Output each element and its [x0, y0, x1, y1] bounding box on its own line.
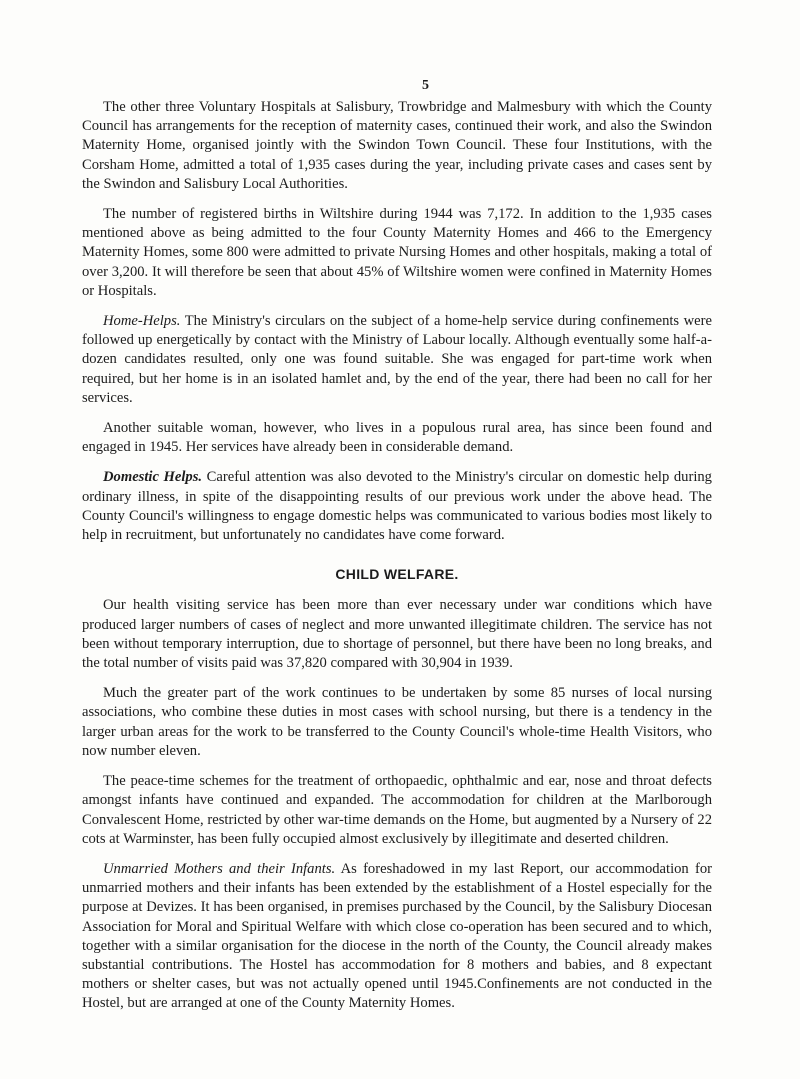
home-helps-lead: Home-Helps. — [103, 313, 181, 330]
page-number: 5 — [422, 78, 429, 93]
paragraph-home-helps — [82, 312, 712, 408]
section-heading-child-welfare: CHILD WELFARE. — [335, 566, 459, 583]
paragraph-voluntary-hospitals: The other three Voluntary Hospitals at Salisbury, Trowbridge and Malmesbury with which the County Council has arrangements for the reception of maternity cases, continued their work, and also the Swindon Maternity Home, organised jointly with the Swindon Town Council. These four Institutions, with the Corsham Home, admitted a total of 1,935 cases during the year, including private cases and cases sent by the Swindon and Salisbury Local Authorities. — [82, 99, 712, 192]
paragraph-health-visiting: Our health visiting service has been more than ever necessary under war conditions which have produced larger numbers of cases of neglect and more unwanted illegitimate children. The service has not been without temporary interruption, due to shortage of personnel, but there have been no long breaks, and the total number of visits paid was 37,820 compared with 30,904 in 1939. — [82, 597, 712, 672]
document-body — [82, 98, 712, 1025]
paragraph-registered-births: The number of registered births in Wiltshire during 1944 was 7,172. In addition to the 1,935 cases mentioned above as being admitted to the four County Maternity Homes and 466 to the Emergency Maternity Homes, some 800 were admitted to private Nursing Homes and other hospitals, making a total of over 3,200. It will therefore be seen that about 45% of Wiltshire women were confined in Maternity Homes or Hospitals. — [82, 206, 712, 299]
paragraph-unmarried-mothers — [82, 860, 712, 1014]
domestic-helps-text: Careful attention was also devoted to the Ministry's circular on domestic help during ordinary illness, in spite of the disappointing results of our previous work under the above head. The County Council's willingness to engage domestic helps was communicated to various bodies most likely to help in recruitment, but unfortunately no candidates have come forward. — [82, 469, 712, 544]
paragraph-home-helps-followup: Another suitable woman, however, who lives in a populous rural area, has since been found and engaged in 1945. Her services have already been in considerable demand. — [82, 420, 712, 456]
home-helps-text: The Ministry's circulars on the subject of a home-help service during confinements were followed up energetically by contact with the Ministry of Labour locally. Although eventually some half-a-dozen candidates resulted, only one was found suitable. She was engaged for part-time work when required, but her home is in an isolated hamlet and, by the end of the year, there had been no call for her services. — [82, 313, 712, 406]
unmarried-mothers-lead: Unmarried Mothers and their Infants. — [103, 860, 336, 877]
unmarried-mothers-text: As foreshadowed in my last Report, our accommodation for unmarried mothers and their infants has been extended by the establishment of a Hostel especially for the purpose at Devizes. It has been organised, in premises purchased by the Council, by the Salisbury Diocesan Association for Moral and Spiritual Welfare with which close co-operation has been secured and to which, together with a similar organisation for the diocese in the north of the County, the Council already makes substantial contributions. The Hostel has accommodation for 8 mothers and babies, and 8 expectant mothers or shelter cases, but was not actually opened until 1945.Confinements are not conducted in the Hostel, but are arranged at one of the County Maternity Homes. — [82, 860, 712, 1012]
paragraph-peace-time-schemes: The peace-time schemes for the treatment of orthopaedic, ophthalmic and ear, nose and throat defects amongst infants have continued and expanded. The accommodation for children at the Marlborough Convalescent Home, restricted by other war-time demands on the Home, but augmented by a Nursery of 22 cots at Warminster, has been fully occupied almost exclusively by illegitimate and deserted children. — [82, 773, 712, 847]
domestic-helps-lead: Domestic Helps. — [103, 469, 203, 486]
paragraph-domestic-helps — [82, 468, 712, 545]
paragraph-nursing-associations: Much the greater part of the work continues to be undertaken by some 85 nurses of local nursing associations, who combine these duties in most cases with school nursing, but there is a tendency in the larger urban areas for the work to be transferred to the County Council's whole-time Health Visitors, who now number eleven. — [82, 685, 712, 759]
